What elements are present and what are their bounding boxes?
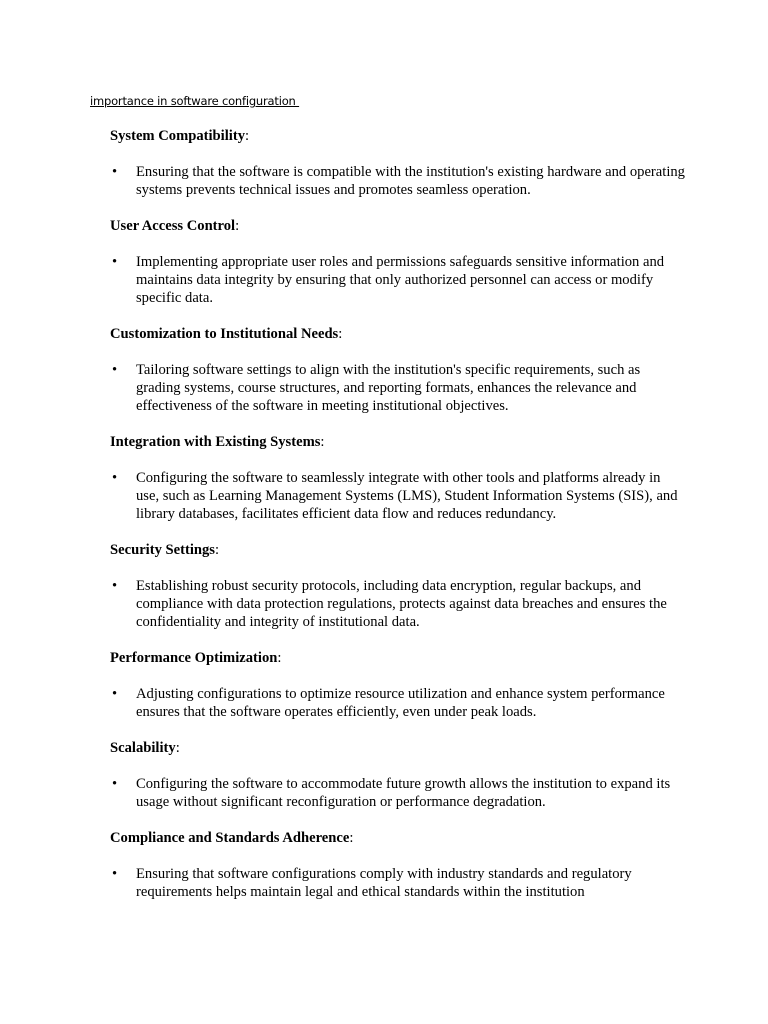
bullet-text: Implementing appropriate user roles and permissions safeguards sensitive information and maintains data integrity by ensuring that only authorized personnel can access or modify specific data. <box>136 254 665 306</box>
section-heading <box>110 649 685 667</box>
section-scalability <box>110 739 685 811</box>
section-heading-text: Integration with Existing Systems <box>110 434 321 450</box>
heading-colon: : <box>320 434 325 450</box>
section-heading-text: Compliance and Standards Adherence <box>110 830 350 846</box>
section-user-access-control <box>110 217 685 307</box>
bullet-item <box>110 253 685 307</box>
heading-colon: : <box>235 218 240 234</box>
section-heading <box>110 127 685 145</box>
bullet-icon: • <box>112 362 118 378</box>
bullet-icon: • <box>112 470 118 486</box>
section-heading-text: Performance Optimization <box>110 650 278 666</box>
bullet-item <box>110 685 685 721</box>
section-heading <box>110 541 685 559</box>
bullet-item <box>110 865 685 901</box>
heading-colon: : <box>175 740 180 756</box>
bullet-icon: • <box>112 164 118 180</box>
section-heading <box>110 325 685 343</box>
bullet-text: Configuring the software to seamlessly integrate with other tools and platforms already in use, such as Learning Management Systems (LMS), Student Information Systems (SIS), and library databases, facilitates efficient data flow and reduces redundancy. <box>136 470 678 522</box>
section-heading-text: User Access Control <box>110 218 236 234</box>
section-integration <box>110 433 685 523</box>
section-heading-text: System Compatibility <box>110 128 245 144</box>
section-system-compatibility <box>110 127 685 199</box>
bullet-item <box>110 775 685 811</box>
bullet-item <box>110 469 685 523</box>
heading-colon: : <box>277 650 282 666</box>
section-heading-text: Customization to Institutional Needs <box>110 326 339 342</box>
bullet-text: Establishing robust security protocols, including data encryption, regular backups, and compliance with data protection regulations, protects against data breaches and ensures the confidentiality and integrity of institutional data. <box>136 578 667 630</box>
bullet-icon: • <box>112 686 118 702</box>
section-heading <box>110 739 685 757</box>
section-heading <box>110 829 685 847</box>
bullet-text: Ensuring that software configurations comply with industry standards and regulatory requirements helps maintain legal and ethical standards within the institution <box>136 866 632 900</box>
section-performance-optimization <box>110 649 685 721</box>
bullet-text: Tailoring software settings to align with the institution's specific requirements, such as grading systems, course structures, and reporting formats, enhances the relevance and effectiveness of the software in meeting institutional objectives. <box>136 362 641 414</box>
bullet-icon: • <box>112 776 118 792</box>
section-heading <box>110 433 685 451</box>
bullet-icon: • <box>112 578 118 594</box>
bullet-item <box>110 361 685 415</box>
section-compliance <box>110 829 685 901</box>
sections-list <box>110 127 685 919</box>
section-heading-text: Security Settings <box>110 542 215 558</box>
bullet-icon: • <box>112 254 118 270</box>
heading-colon: : <box>215 542 220 558</box>
heading-colon: : <box>349 830 354 846</box>
bullet-item <box>110 577 685 631</box>
section-heading <box>110 217 685 235</box>
section-customization <box>110 325 685 415</box>
bullet-item <box>110 163 685 199</box>
document-title: importance in software configuration <box>90 94 300 108</box>
bullet-icon: • <box>112 866 118 882</box>
section-security-settings <box>110 541 685 631</box>
bullet-text: Adjusting configurations to optimize resource utilization and enhance system performance ensures that the software operates efficiently, even under peak loads. <box>136 686 665 720</box>
heading-colon: : <box>338 326 343 342</box>
heading-colon: : <box>245 128 250 144</box>
bullet-text: Ensuring that the software is compatible with the institution's existing hardware and operating systems prevents technical issues and promotes seamless operation. <box>136 164 685 198</box>
section-heading-text: Scalability <box>110 740 176 756</box>
bullet-text: Configuring the software to accommodate future growth allows the institution to expand its usage without significant reconfiguration or performance degradation. <box>136 776 671 810</box>
